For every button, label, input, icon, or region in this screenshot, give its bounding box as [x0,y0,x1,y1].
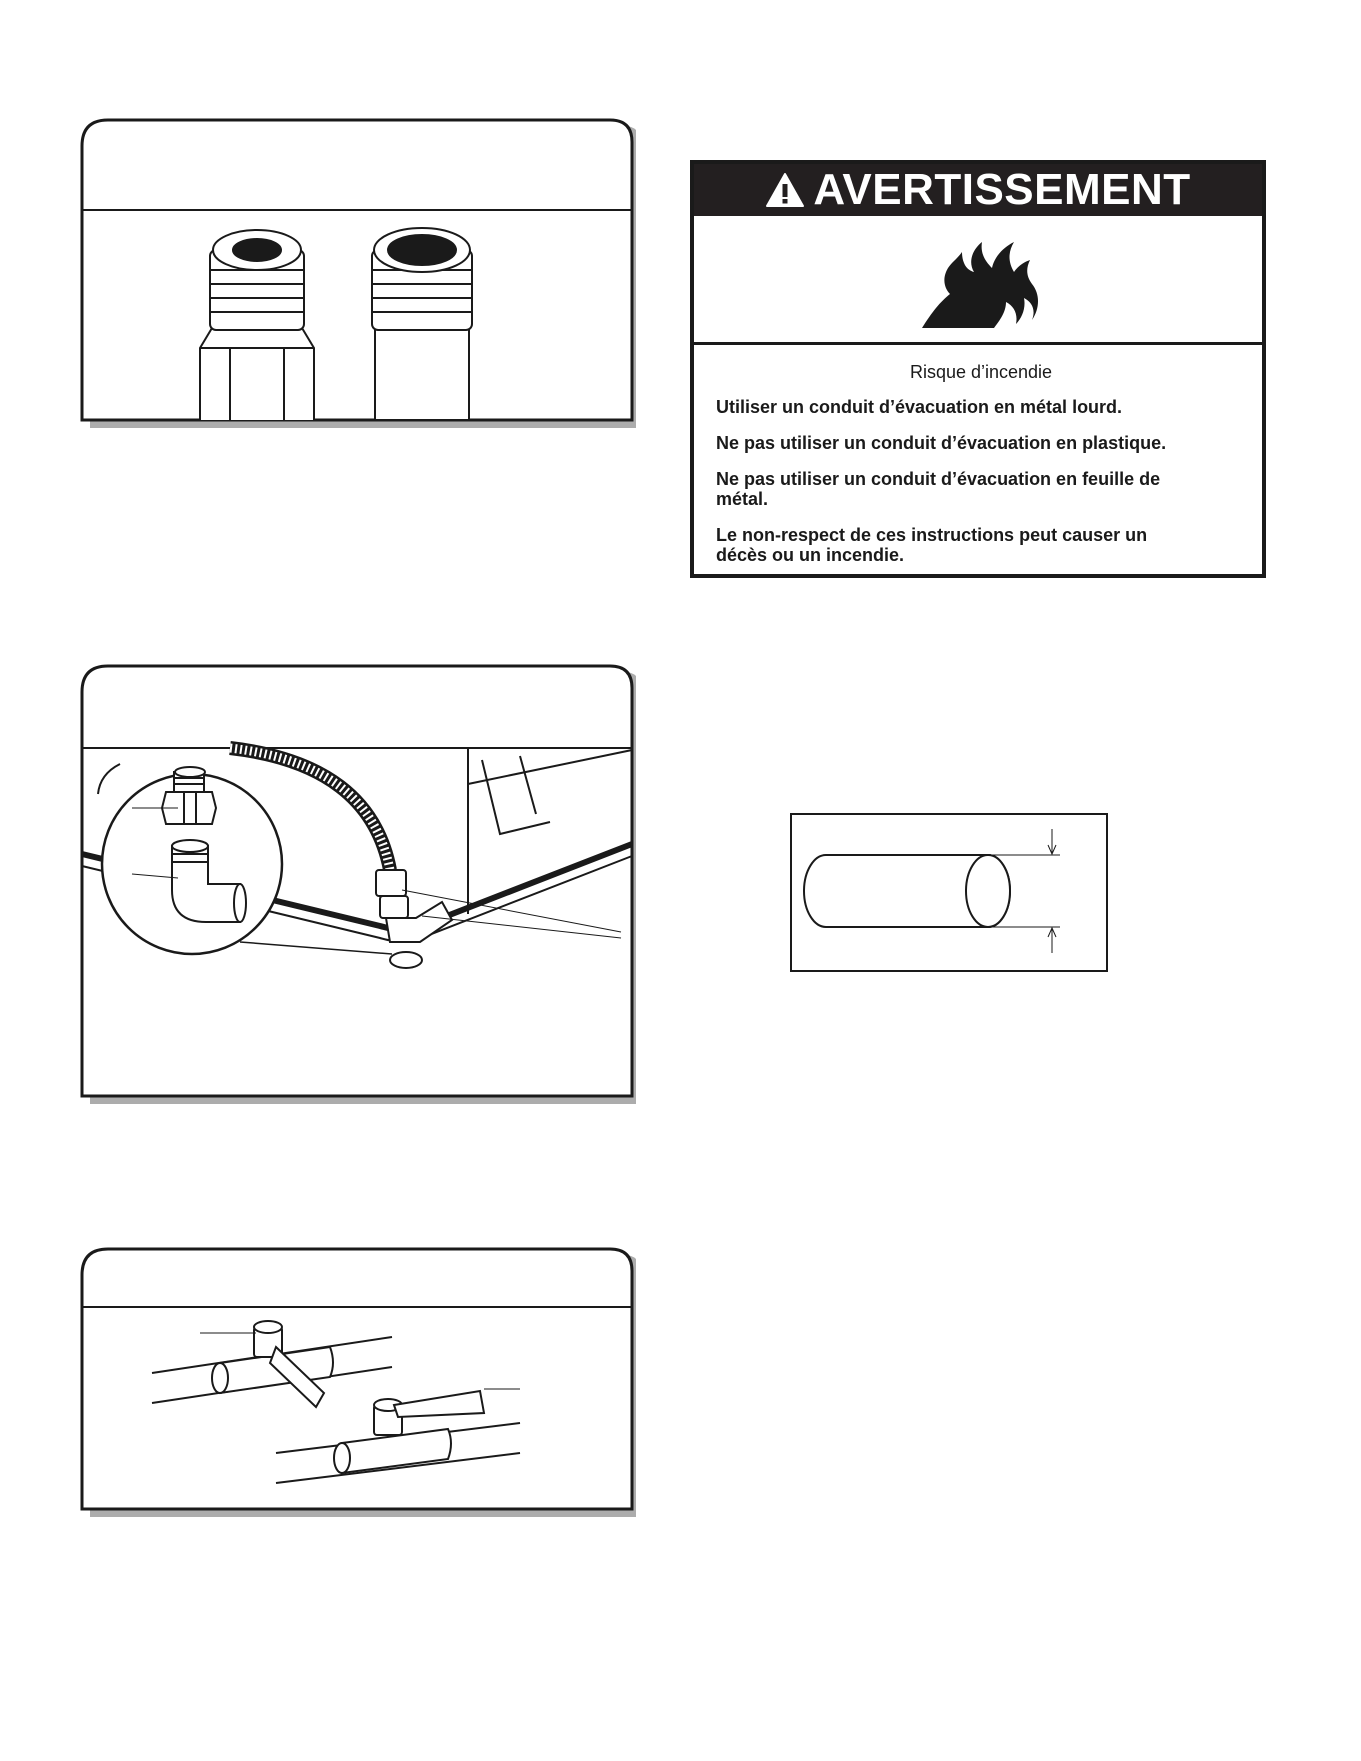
warning-line: Le non-respect de ces instructions peut causer un décès ou un incendie. [716,525,1148,565]
risk-heading: Risque d’incendie [909,362,1053,382]
warning-line: Utiliser un conduit d’évacuation en métal lourd. [716,397,1123,417]
shutoff-valves-illustration [80,1247,636,1517]
shutoff-valves-panel [80,1247,636,1517]
duct-diameter-diagram [790,813,1108,972]
fire-symbol-area [694,216,1262,345]
warning-header [694,164,1262,216]
pipe-fittings-panel [80,118,636,428]
warning-triangle-icon [765,172,805,208]
gas-connection-panel [80,664,636,1104]
warning-title: AVERTISSEMENT [813,165,1191,214]
warning-line: Ne pas utiliser un conduit d’évacuation en plastique. [716,433,1167,453]
warning-box [690,160,1266,578]
fire-icon [922,232,1042,328]
gas-connection-illustration [80,664,636,1104]
pipe-fittings-illustration [80,118,636,428]
warning-line: Ne pas utiliser un conduit d’évacuation en feuille de métal. [716,469,1161,509]
warning-body [716,362,1246,581]
